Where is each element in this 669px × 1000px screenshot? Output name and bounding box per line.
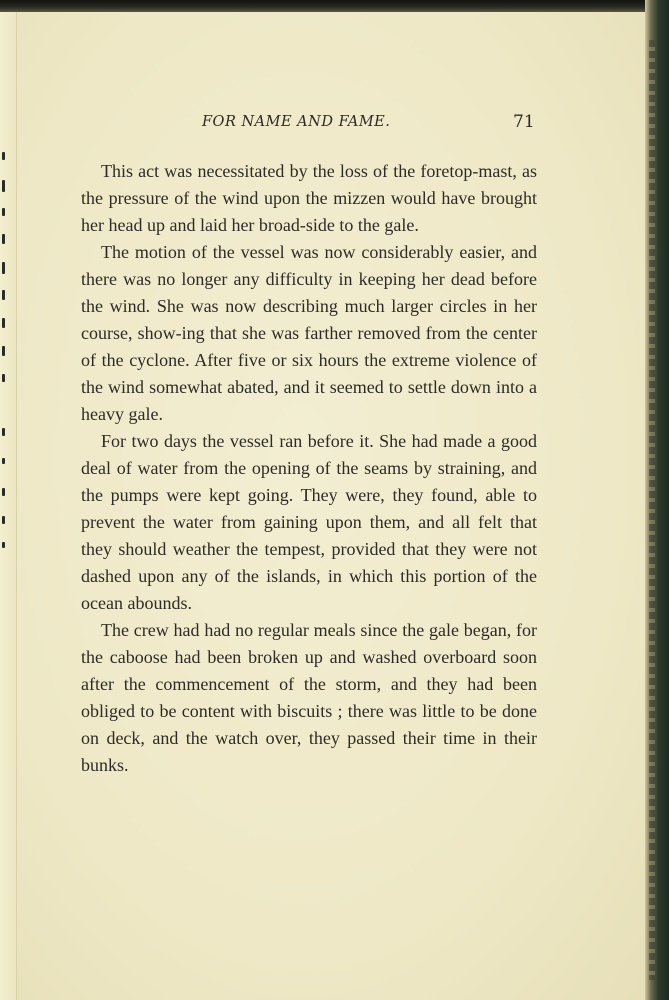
top-binding-edge: [0, 0, 669, 12]
gutter-print-mark: [2, 290, 5, 300]
gutter-print-mark: [2, 262, 5, 274]
paragraph: This act was necessitated by the loss of the foretop-mast, as the pressure of the wind upon the mizzen would have brought her head up and laid her broad-side to the gale.: [81, 161, 537, 235]
gutter-print-mark: [2, 152, 5, 160]
paragraph: For two days the vessel ran before it. She had made a good deal of water from the opening of the seams by straining, and the pumps were kept going. They were, they found, able to prevent the water from gaining upon them, and all felt that they should weather the tempest, provided that they were not dashed upon any of the islands, in which this portion of the ocean abounds.: [81, 431, 537, 613]
gutter-print-mark: [2, 208, 5, 216]
page-number: 71: [513, 112, 535, 132]
page-stack-edge: [649, 40, 655, 980]
page-header: [17, 112, 645, 136]
gutter-print-mark: [2, 516, 5, 524]
gutter-print-mark: [2, 180, 5, 192]
gutter-print-mark: [2, 488, 5, 496]
body-text: [81, 158, 537, 779]
left-gutter-strip: [0, 12, 17, 1000]
gutter-print-mark: [2, 542, 5, 548]
gutter-print-mark: [2, 428, 5, 436]
paragraph: The motion of the vessel was now considerably easier, and there was no longer any difficulty in keeping her dead before the wind. She was now describing much larger circles in her course, show-ing that she was farther removed from the center of the cyclone. After five or six hours the extreme violence of the wind somewhat abated, and it seemed to settle down into a heavy gale.: [81, 242, 537, 424]
page-body: [17, 12, 645, 1000]
gutter-print-mark: [2, 318, 5, 328]
gutter-print-mark: [2, 234, 5, 244]
gutter-print-mark: [2, 458, 5, 464]
running-head: FOR NAME AND FAME.: [202, 114, 391, 130]
gutter-print-mark: [2, 346, 5, 356]
gutter-print-mark: [2, 374, 5, 382]
book-cover-edge: [645, 0, 669, 1000]
paragraph: The crew had had no regular meals since the gale began, for the caboose had been broken up and washed overboard soon after the commencement of the storm, and they had been obliged to be content with biscuits ; there was little to be done on deck, and the watch over, they passed their time in their bunks.: [81, 620, 537, 775]
